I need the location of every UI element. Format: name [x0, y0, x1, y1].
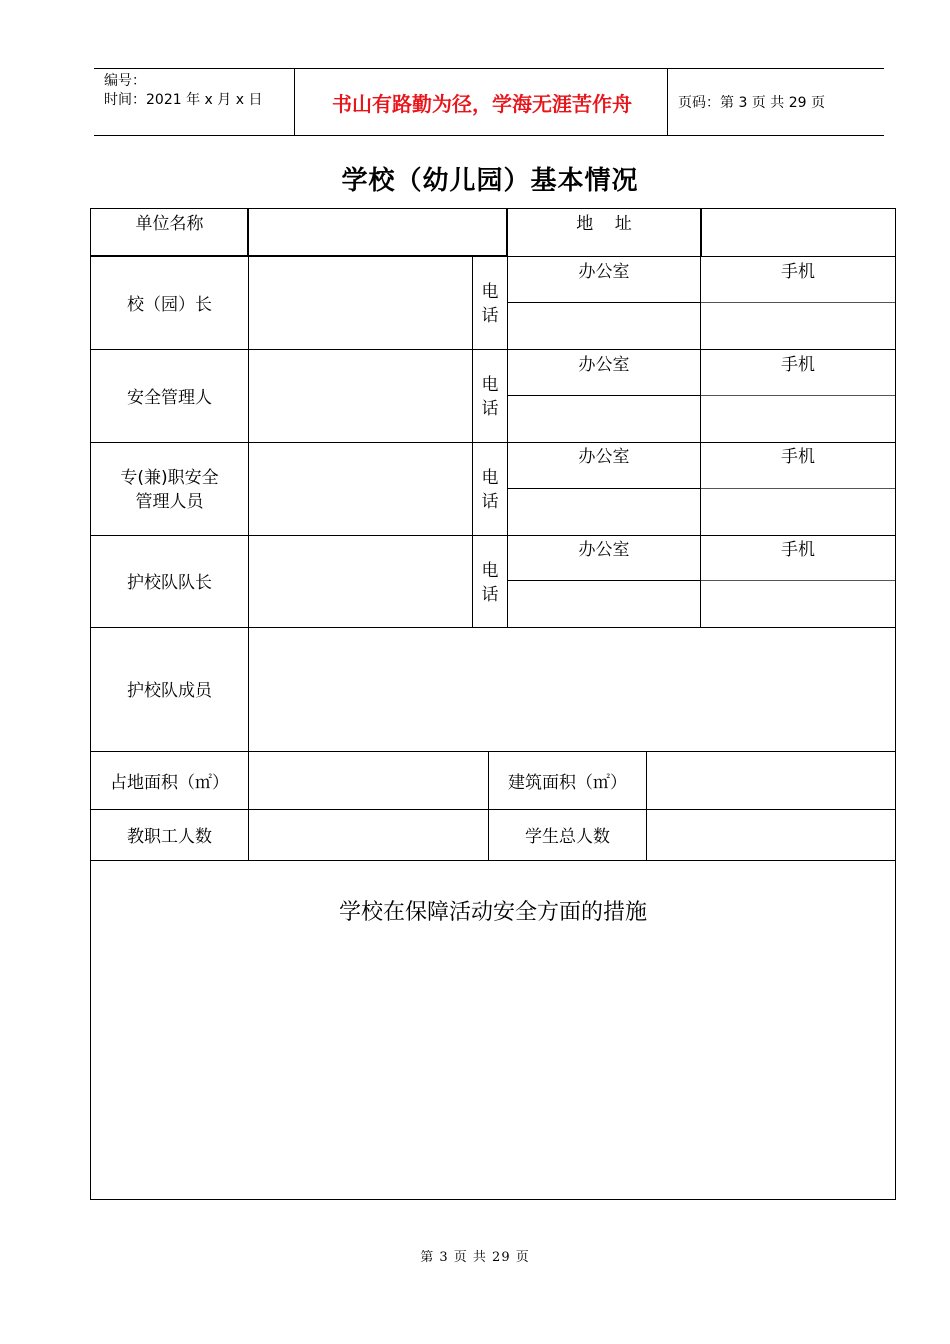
grid-line	[646, 751, 647, 861]
grid-line	[90, 860, 896, 861]
phone-label-char: 电	[481, 561, 499, 581]
phone-label-char: 电	[481, 375, 499, 395]
land-area-label: 占地面积（㎡）	[110, 773, 229, 793]
grid-line	[507, 488, 701, 489]
grid-line	[701, 302, 895, 303]
safety-staff-label-line1: 专(兼)职安全	[120, 468, 219, 488]
date-label: 时间：2021 年 x 月 x 日	[104, 92, 263, 108]
office-label: 办公室	[578, 355, 630, 375]
phone-label	[480, 373, 500, 421]
serial-label: 编号：	[104, 73, 146, 89]
grid-line	[701, 488, 895, 489]
phone-label-char: 电	[481, 468, 499, 488]
grid-line	[507, 580, 701, 581]
phone-label	[480, 466, 500, 514]
grid-line	[700, 208, 702, 256]
grid-line	[90, 751, 896, 752]
safety-manager-label: 安全管理人	[127, 388, 212, 408]
header-top-rule	[94, 68, 884, 69]
grid-line	[507, 395, 701, 396]
office-label: 办公室	[578, 262, 630, 282]
phone-label-char: 话	[481, 399, 499, 419]
grid-line	[472, 256, 473, 628]
grid-line	[507, 302, 701, 303]
table-border	[90, 1199, 896, 1200]
phone-label-char: 电	[481, 282, 499, 302]
phone-label	[480, 559, 500, 607]
safety-staff-label-line2: 管理人员	[135, 492, 204, 512]
address-label: 地 址	[576, 214, 632, 234]
phone-label-char: 话	[481, 492, 499, 512]
grid-line	[701, 580, 895, 581]
unit-name-label: 单位名称	[135, 214, 204, 234]
grid-line	[90, 442, 896, 443]
header-divider	[294, 69, 295, 136]
staff-count-label: 教职工人数	[127, 827, 212, 847]
header-motto: 书山有路勤为径，学海无涯苦作舟	[332, 92, 632, 116]
mobile-label: 手机	[781, 262, 815, 282]
safety-measures-heading: 学校在保障活动安全方面的措施	[338, 900, 647, 925]
table-border	[90, 208, 91, 1200]
grid-line	[90, 535, 896, 536]
office-label: 办公室	[578, 540, 630, 560]
building-area-label: 建筑面积（㎡）	[508, 773, 627, 793]
grid-line	[507, 256, 508, 628]
grid-line	[90, 809, 896, 810]
office-label: 办公室	[578, 447, 630, 467]
table-border	[895, 208, 896, 1200]
mobile-label: 手机	[781, 355, 815, 375]
grid-line	[248, 256, 249, 861]
principal-label: 校（园）长	[127, 295, 212, 315]
header-bottom-rule	[94, 135, 884, 136]
grid-line	[507, 256, 896, 257]
grid-line	[90, 627, 896, 628]
phone-label	[480, 280, 500, 328]
grid-line	[701, 395, 895, 396]
student-count-label: 学生总人数	[525, 827, 610, 847]
patrol-members-label: 护校队成员	[127, 681, 212, 701]
grid-line	[90, 349, 896, 350]
page-footer: 第 3 页 共 29 页	[420, 1250, 530, 1265]
phone-label-char: 话	[481, 306, 499, 326]
patrol-captain-label: 护校队队长	[127, 573, 212, 593]
mobile-label: 手机	[781, 540, 815, 560]
mobile-label: 手机	[781, 447, 815, 467]
grid-line	[90, 255, 507, 257]
phone-label-char: 话	[481, 585, 499, 605]
page-title: 学校（幼儿园）基本情况	[341, 166, 639, 196]
table-border	[90, 208, 896, 209]
grid-line	[700, 256, 701, 628]
safety-staff-label	[91, 466, 248, 514]
page-info: 页码：第 3 页 共 29 页	[678, 95, 825, 111]
